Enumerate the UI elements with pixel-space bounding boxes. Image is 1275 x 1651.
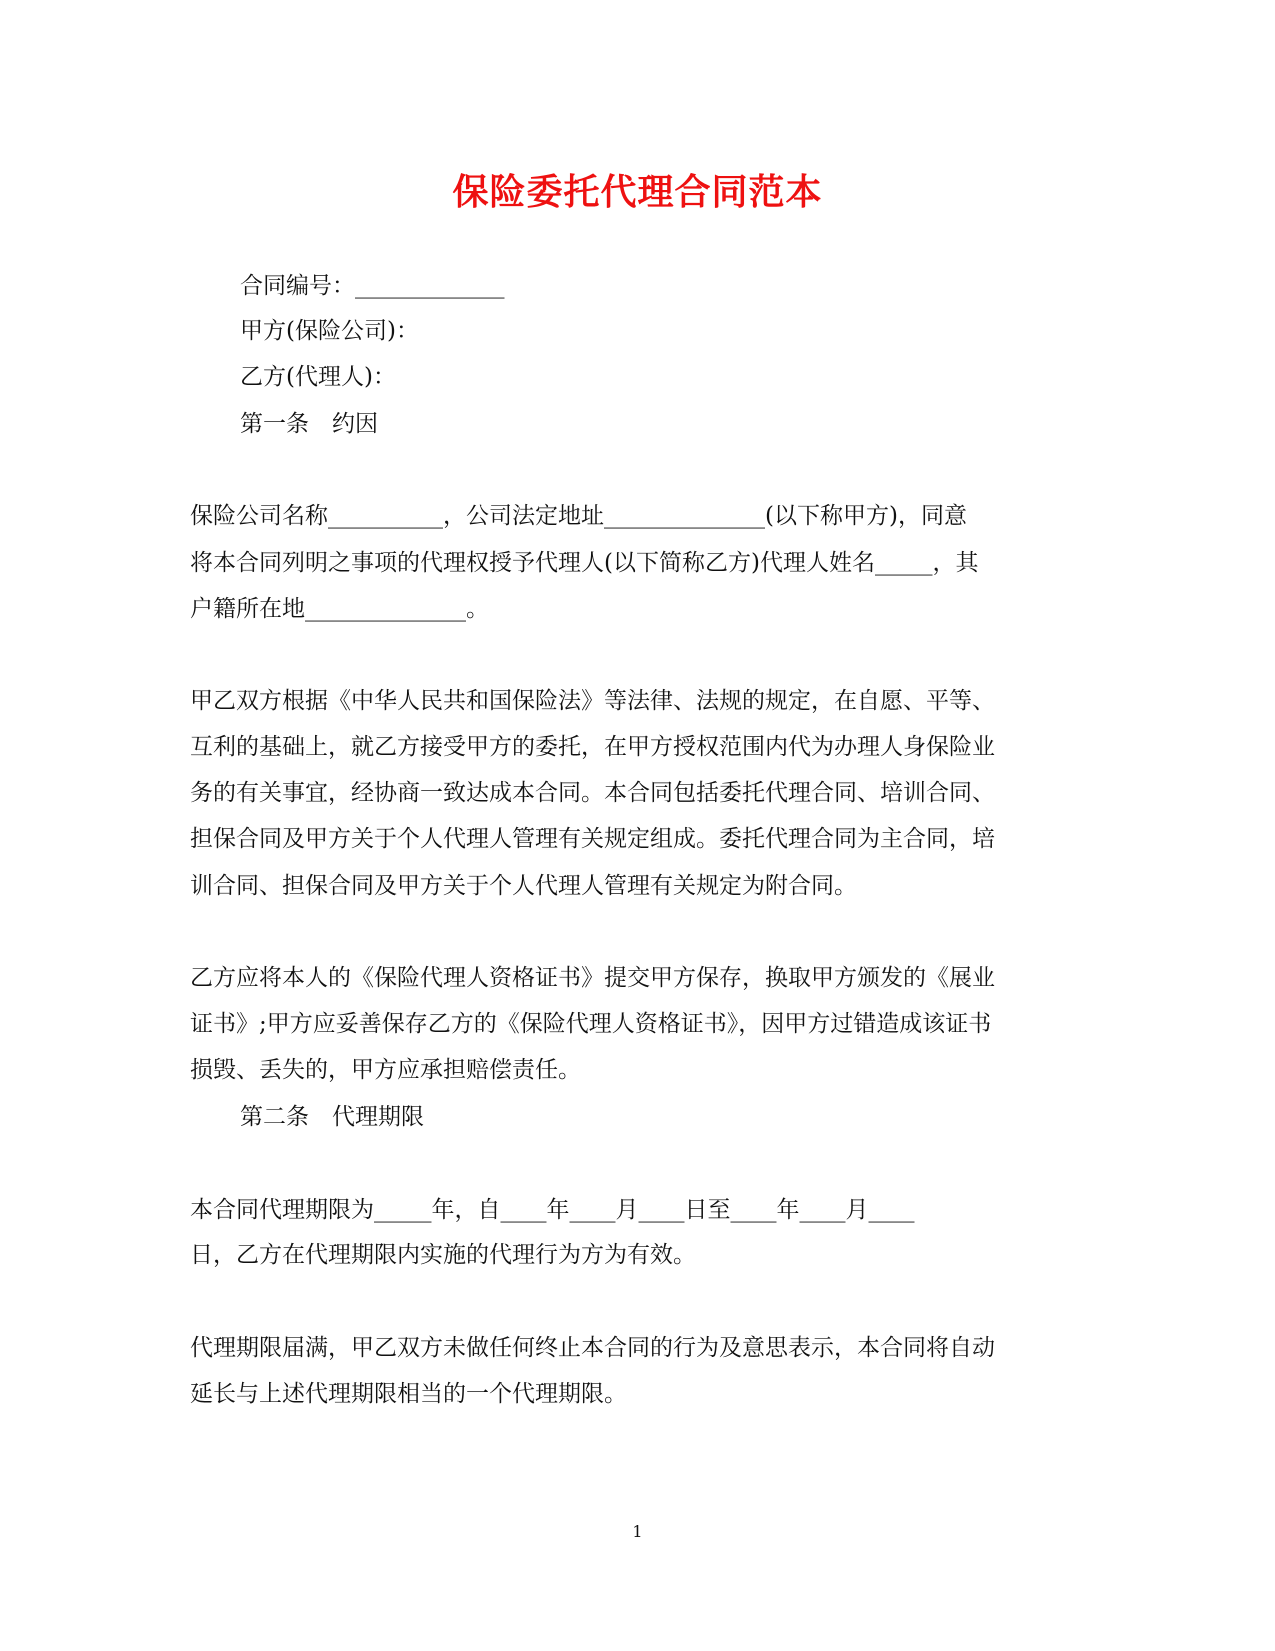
paragraph-3-line: 证书》;甲方应妥善保存乙方的《保险代理人资格证书》，因甲方过错造成该证书 <box>190 1011 992 1037</box>
paragraph-2-line: 训合同、担保合同及甲方关于个人代理人管理有关规定为附合同。 <box>190 873 857 899</box>
paragraph-3-line: 乙方应将本人的《保险代理人资格证书》提交甲方保存，换取甲方颁发的《展业 <box>190 965 995 991</box>
page-number: 1 <box>632 1522 643 1541</box>
paragraph-1-line: 保险公司名称__________，公司法定地址______________(以下称甲方)，同意 <box>190 503 967 529</box>
document-title: 保险委托代理合同范本 <box>452 171 823 213</box>
paragraph-4-line: 本合同代理期限为_____年，自____年____月____日至____年____月____ <box>190 1197 915 1223</box>
paragraph-4-line: 日，乙方在代理期限内实施的代理行为方为有效。 <box>190 1242 696 1268</box>
paragraph-2-line: 务的有关事宜，经协商一致达成本合同。本合同包括委托代理合同、培训合同、 <box>190 780 995 806</box>
party-b-line: 乙方(代理人)： <box>240 364 396 390</box>
paragraph-2-line: 担保合同及甲方关于个人代理人管理有关规定组成。委托代理合同为主合同，培 <box>190 826 995 852</box>
paragraph-5-line: 代理期限届满，甲乙双方未做任何终止本合同的行为及意思表示，本合同将自动 <box>190 1335 995 1361</box>
article-2-heading: 第二条 代理期限 <box>240 1104 424 1130</box>
party-a-line: 甲方(保险公司)： <box>240 318 419 344</box>
paragraph-5-line: 延长与上述代理期限相当的一个代理期限。 <box>190 1381 627 1407</box>
paragraph-1-line: 户籍所在地______________。 <box>190 596 489 622</box>
contract-number-line: 合同编号：_____________ <box>240 273 505 299</box>
paragraph-3-line: 损毁、丢失的，甲方应承担赔偿责任。 <box>190 1057 581 1083</box>
paragraph-2-line: 互利的基础上，就乙方接受甲方的委托，在甲方授权范围内代为办理人身保险业 <box>190 734 995 760</box>
paragraph-1-line: 将本合同列明之事项的代理权授予代理人(以下简称乙方)代理人姓名_____，其 <box>190 550 979 576</box>
paragraph-2-line: 甲乙双方根据《中华人民共和国保险法》等法律、法规的规定，在自愿、平等、 <box>190 688 995 714</box>
article-1-heading: 第一条 约因 <box>240 411 378 437</box>
